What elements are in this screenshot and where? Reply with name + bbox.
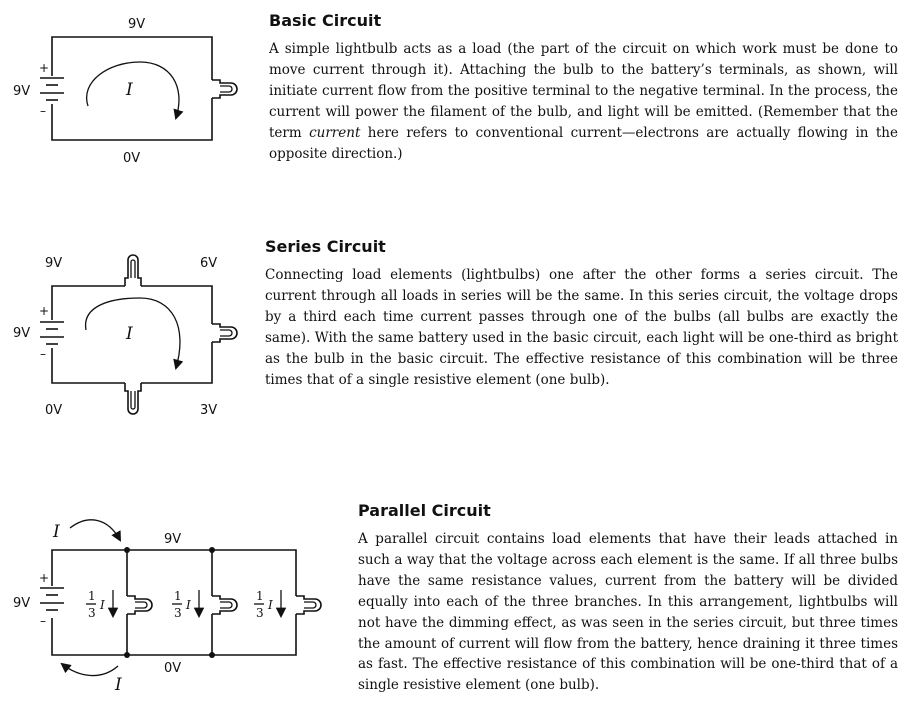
parallel-circuit-description: A parallel circuit contains load elements that have their leads attached in such a way that the voltage across each element is the same. If all three bulbs have the same resistance values, current from the battery will be divided equally into each of the three branches. In this arrangement, lightbulbs will not have the dimming effect, as was seen in the series circuit, but three times the amount of current will flow from the battery, hence draining it three times as fast. The effective resistance of this combination will be one-third that of a single resistive element (one bulb). bbox=[358, 531, 898, 694]
voltage-label: 9V bbox=[13, 84, 31, 99]
branch-current-label bbox=[172, 589, 199, 620]
current-label: I bbox=[53, 522, 60, 542]
junction-dot bbox=[209, 547, 215, 553]
section-title-series: Series Circuit bbox=[265, 237, 386, 256]
svg-text:3: 3 bbox=[256, 606, 264, 620]
voltage-label: 0V bbox=[123, 151, 141, 166]
svg-text:I: I bbox=[268, 598, 273, 612]
junction-dot bbox=[124, 547, 130, 553]
branch-current-label bbox=[254, 589, 281, 620]
plus-sign: + bbox=[39, 61, 50, 75]
svg-text:I: I bbox=[100, 598, 105, 612]
current-label: I bbox=[126, 80, 133, 100]
minus-sign: – bbox=[40, 347, 46, 361]
voltage-label: 9V bbox=[13, 326, 31, 341]
section-title-basic: Basic Circuit bbox=[269, 11, 382, 30]
svg-text:3: 3 bbox=[174, 606, 182, 620]
current-label: I bbox=[126, 324, 133, 344]
series-circuit-description: Connecting load elements (lightbulbs) one after the other forms a series circuit. The current through all loads in series will be the same. In this series circuit, the voltage drops by a third each time current passes through one of the bulbs (all bulbs are exactly the same). With the same battery used in the basic circuit, each light will be one-third as bright as the bulb in the basic circuit. The effective resistance of this combination will be three times that of a single resistive element (one bulb). bbox=[265, 267, 898, 388]
lightbulb-icon bbox=[296, 596, 321, 614]
plus-sign: + bbox=[39, 571, 50, 585]
battery-symbol bbox=[40, 588, 64, 610]
current-label: I bbox=[115, 675, 122, 695]
section-title-parallel: Parallel Circuit bbox=[358, 501, 491, 520]
voltage-label: 9V bbox=[164, 532, 182, 547]
svg-text:1: 1 bbox=[88, 589, 96, 603]
current-in-arrow bbox=[70, 520, 120, 540]
voltage-label: 6V bbox=[200, 256, 218, 271]
svg-text:I: I bbox=[186, 598, 191, 612]
junction-dot bbox=[209, 652, 215, 658]
voltage-label: 9V bbox=[45, 256, 63, 271]
junction-dot bbox=[124, 652, 130, 658]
voltage-label: 9V bbox=[128, 17, 146, 32]
lightbulb-icon bbox=[127, 596, 152, 614]
minus-sign: – bbox=[40, 104, 46, 118]
current-out-arrow bbox=[62, 664, 118, 676]
branch-current-label bbox=[86, 589, 113, 620]
svg-text:3: 3 bbox=[88, 606, 96, 620]
voltage-label: 9V bbox=[13, 596, 31, 611]
parallel-circuit-diagram bbox=[0, 0, 340, 710]
svg-text:1: 1 bbox=[174, 589, 182, 603]
voltage-label: 0V bbox=[164, 661, 182, 676]
basic-circuit-description: A simple lightbulb acts as a load (the part of the circuit on which work must be done to move current through it). Attaching the bulb to the battery’s terminals, as shown, will initiate current flow from the positive terminal to the negative terminal. In the process, the current will power the filament of the bulb, and light will be emitted. (Remember that the term current here refers to conventional current—electrons are actually flowing in the opposite direction.) bbox=[269, 41, 898, 162]
lightbulb-icon bbox=[212, 596, 237, 614]
plus-sign: + bbox=[39, 304, 50, 318]
svg-text:1: 1 bbox=[256, 589, 264, 603]
minus-sign: – bbox=[40, 614, 46, 628]
voltage-label: 0V bbox=[45, 403, 63, 418]
voltage-label: 3V bbox=[200, 403, 218, 418]
